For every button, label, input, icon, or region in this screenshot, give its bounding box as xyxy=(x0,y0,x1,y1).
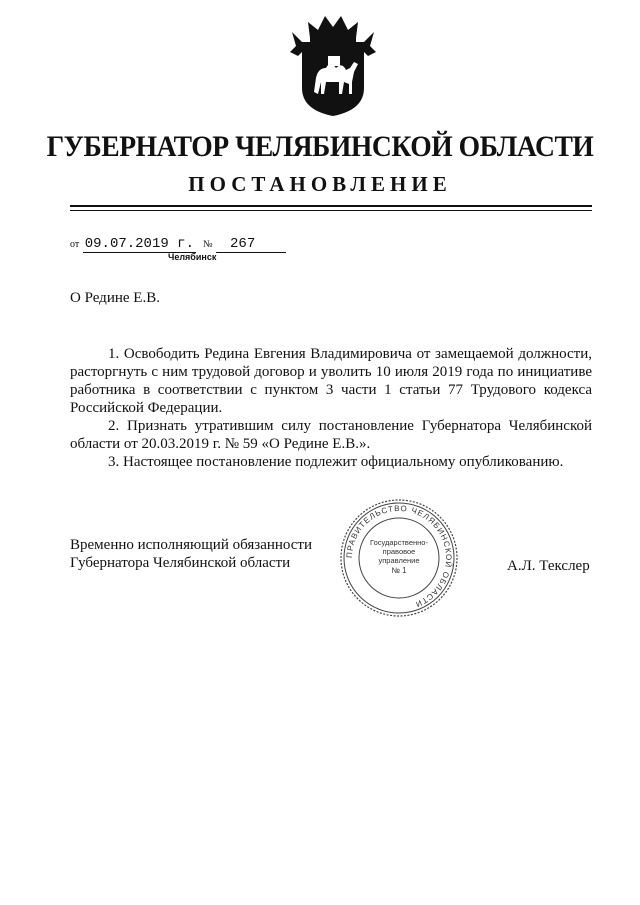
document-body xyxy=(70,345,592,471)
document-subject: О Редине Е.В. xyxy=(70,290,160,306)
seal-ring-text: ПРАВИТЕЛЬСТВО ЧЕЛЯБИНСКОЙ ОБЛАСТИ xyxy=(344,503,454,610)
official-seal xyxy=(338,497,460,619)
number-prefix: № xyxy=(202,239,213,250)
header-rule-thin xyxy=(70,210,592,211)
paragraph-2: 2. Признать утратившим силу постановление Губернатора Челябинской области от 20.03.2019 г. № 59 «О Редине Е.В.». xyxy=(70,418,592,452)
document-date: 09.07.2019 г. xyxy=(84,236,194,252)
seal-line-4: № 1 xyxy=(391,566,407,575)
date-prefix: от xyxy=(70,239,80,250)
paragraph-3: 3. Настоящее постановление подлежит официальному опубликованию. xyxy=(108,454,564,470)
document-number: 267 xyxy=(216,236,286,253)
document-city: Челябинск xyxy=(168,252,217,262)
coat-of-arms-icon xyxy=(288,12,378,120)
issuer-title: ГУБЕРНАТОР ЧЕЛЯБИНСКОЙ ОБЛАСТИ xyxy=(46,130,594,163)
signatory-position-line-2: Губернатора Челябинской области xyxy=(70,555,291,571)
signatory-name: А.Л. Текслер xyxy=(507,558,590,574)
paragraph-1: 1. Освободить Редина Евгения Владимировича от замещаемой должности, расторгнуть с ним трудовой договор и уволить 10 июля 2019 года по инициативе работника в соответствии с пунктом 3 части 1 статьи 77 Трудового кодекса Российской Федерации. xyxy=(70,346,592,416)
document-type: ПОСТАНОВЛЕНИЕ xyxy=(188,172,452,196)
seal-line-3: управление xyxy=(378,556,420,565)
header-rule xyxy=(70,205,592,207)
seal-line-1: Государственно- xyxy=(370,538,428,547)
signatory-position-line-1: Временно исполняющий обязанности xyxy=(70,537,313,553)
signatory-position xyxy=(70,536,312,572)
date-number-line xyxy=(70,236,286,253)
seal-line-2: правовое xyxy=(382,547,416,556)
